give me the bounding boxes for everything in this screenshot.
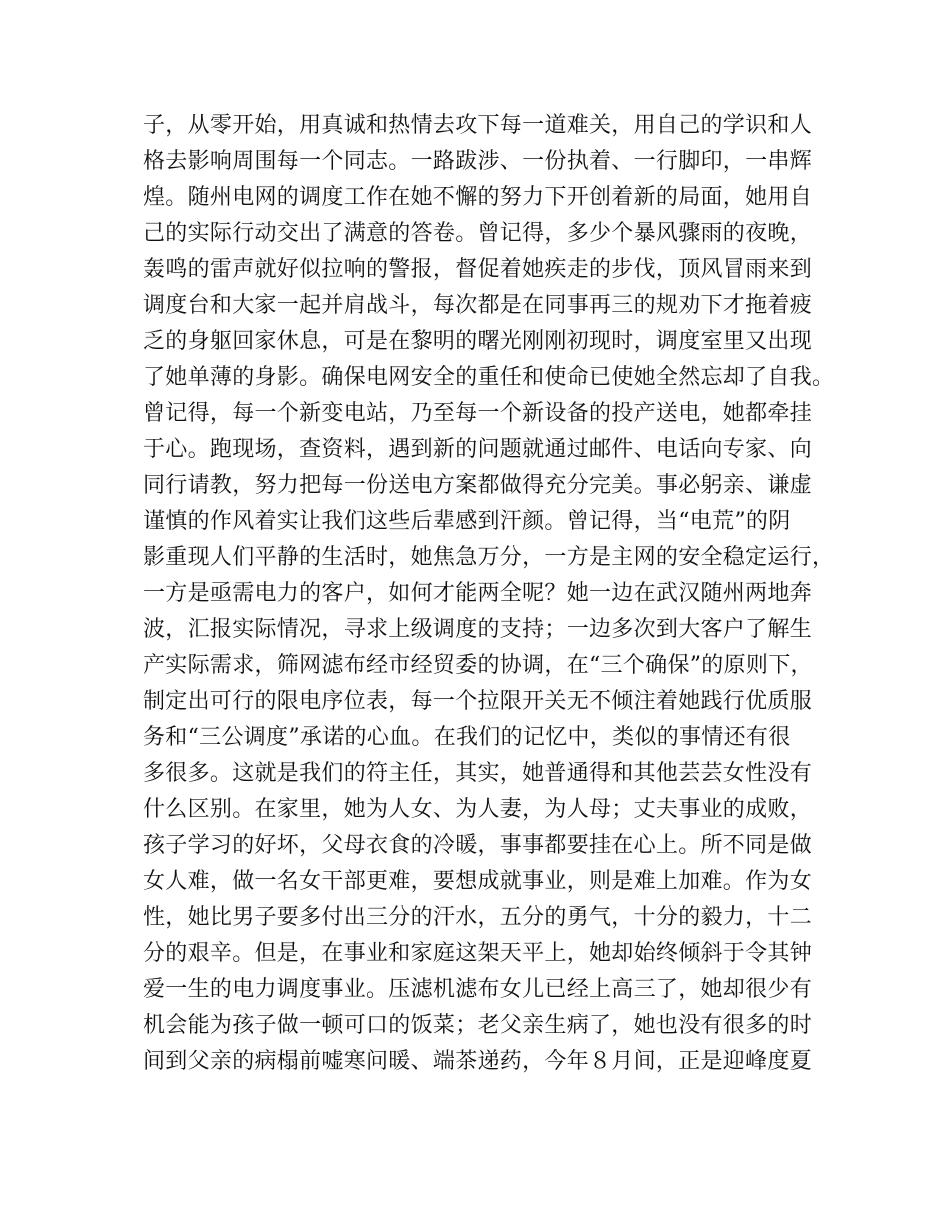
text-line: 影重现人们平静的生活时，她焦急万分，一方是主网的安全稳定运行， [143, 545, 835, 570]
text-line: 了她单薄的身影。确保电网安全的重任和使命已使她全然忘却了自我。 [143, 365, 835, 390]
text-line: 什么区别。在家里，她为人女、为人妻，为人母；丈夫事业的成败， [143, 797, 813, 822]
text-line: 间到父亲的病榻前嘘寒问暖、端茶递药，今年８月间，正是迎峰度夏 [143, 1049, 813, 1074]
text-line: 轰鸣的雷声就好似拉响的警报，督促着她疾走的步伐，顶风冒雨来到 [143, 257, 813, 282]
text-line: 同行请教，努力把每一份送电方案都做得充分完美。事必躬亲、谦虚 [143, 473, 813, 498]
text-line: 性，她比男子要多付出三分的汗水，五分的勇气，十分的毅力，十二 [143, 905, 813, 930]
text-line: 乏的身躯回家休息，可是在黎明的曙光刚刚初现时，调度室里又出现 [143, 329, 813, 354]
text-line: 制定出可行的限电序位表，每一个拉限开关无不倾注着她践行优质服 [143, 689, 813, 714]
body-text [143, 108, 835, 1080]
text-line: 分的艰辛。但是，在事业和家庭这架天平上，她却始终倾斜于令其钟 [143, 941, 813, 966]
text-line: 爱一生的电力调度事业。压滤机滤布女儿已经上高三了，她却很少有 [143, 977, 813, 1002]
text-line: 己的实际行动交出了满意的答卷。曾记得，多少个暴风骤雨的夜晚， [143, 221, 813, 246]
text-line: 产实际需求，筛网滤布经市经贸委的协调，在“三个确保”的原则下， [143, 653, 813, 678]
text-line: 谨慎的作风着实让我们这些后辈感到汗颜。曾记得，当“电荒”的阴 [143, 509, 791, 534]
text-line: 子，从零开始，用真诚和热情去攻下每一道难关，用自己的学识和人 [143, 113, 813, 138]
text-line: 机会能为孩子做一顿可口的饭菜；老父亲生病了，她也没有很多的时 [143, 1013, 813, 1038]
text-line: 煌。随州电网的调度工作在她不懈的努力下开创着新的局面，她用自 [143, 185, 813, 210]
text-line: 曾记得，每一个新变电站，乃至每一个新设备的投产送电，她都牵挂 [143, 401, 813, 426]
text-line: 一方是亟需电力的客户，如何才能两全呢？她一边在武汉随州两地奔 [143, 581, 813, 606]
text-line: 务和“三公调度”承诺的心血。在我们的记忆中，类似的事情还有很 [143, 725, 791, 750]
text-line: 波，汇报实际情况，寻求上级调度的支持；一边多次到大客户了解生 [143, 617, 813, 642]
text-line: 调度台和大家一起并肩战斗，每次都是在同事再三的规劝下才拖着疲 [143, 293, 813, 318]
text-line: 于心。跑现场，查资料，遇到新的问题就通过邮件、电话向专家、向 [143, 437, 813, 462]
text-line: 多很多。这就是我们的符主任，其实，她普通得和其他芸芸女性没有 [143, 761, 813, 786]
text-line: 孩子学习的好坏，父母衣食的冷暖，事事都要挂在心上。所不同是做 [143, 833, 813, 858]
text-line: 格去影响周围每一个同志。一路跋涉、一份执着、一行脚印，一串辉 [143, 149, 813, 174]
text-line: 女人难，做一名女干部更难，要想成就事业，则是难上加难。作为女 [143, 869, 813, 894]
